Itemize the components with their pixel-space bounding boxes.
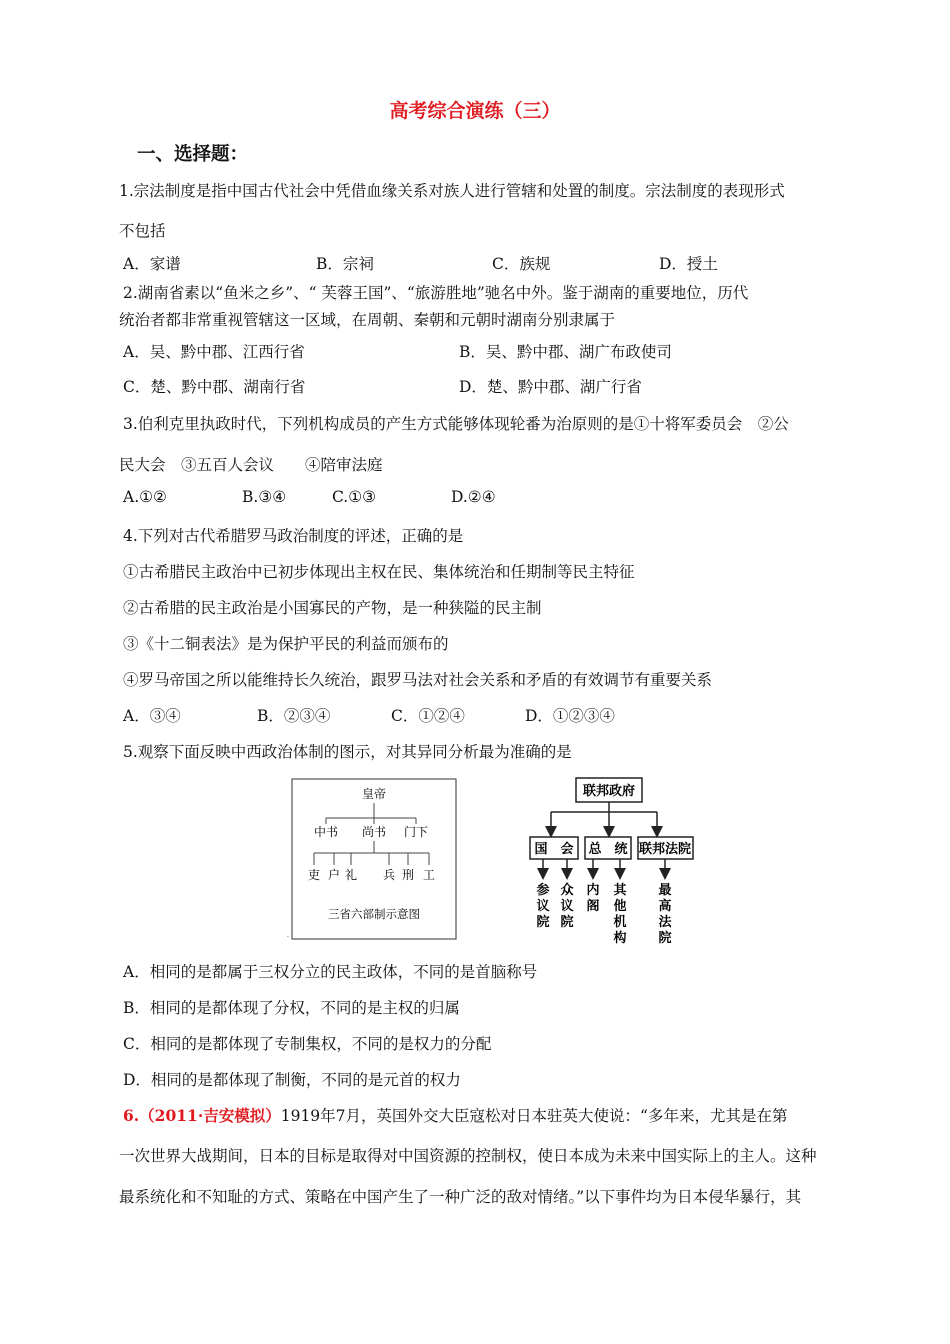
q1-option-d: D．授土 — [659, 255, 718, 273]
q2-stem-line2: 统治者都非常重视管辖这一区域，在周朝、秦朝和元朝时湖南分别隶属于 — [119, 311, 616, 329]
q4-option-c: C．①②④ — [391, 707, 465, 725]
page-title: 高考综合演练（三） — [389, 100, 561, 122]
diagram-li-ministry: 吏 — [307, 868, 321, 882]
diagram-bing-ministry: 兵 — [382, 868, 396, 882]
q2-option-d: D．楚、黔中郡、湖广行省 — [459, 378, 642, 396]
q5-option-d: D．相同的是都体现了制衡，不同的是元首的权力 — [123, 1071, 461, 1089]
stray-dot: · — [287, 934, 289, 941]
q2-option-c: C．楚、黔中郡、湖南行省 — [123, 378, 306, 396]
diagram-hu-ministry: 户 — [327, 868, 341, 882]
diagram-xing-ministry: 刑 — [401, 868, 415, 882]
q4-option-b: B．②③④ — [257, 707, 331, 725]
q3-option-c: C.①③ — [332, 488, 377, 506]
diagram-emperor-label: 皇帝 — [361, 787, 387, 801]
diagram-menxia-label: 门下 — [403, 825, 429, 839]
diagram-house-label: 众议院 — [560, 883, 574, 930]
diagram-gong-ministry: 工 — [422, 868, 436, 882]
three-departments-diagram — [291, 778, 457, 940]
q6-line1-text: 1919年7月，英国外交大臣寇松对日本驻英大使说：“多年来，尤其是在第 — [280, 1107, 788, 1125]
q4-item-4: ④罗马帝国之所以能维持长久统治，跟罗马法对社会关系和矛盾的有效调节有重要关系 — [123, 671, 713, 689]
q5-option-b: B．相同的是都体现了分权，不同的是主权的归属 — [123, 999, 460, 1017]
q5-option-a: A．相同的是都属于三权分立的民主政体，不同的是首脑称号 — [123, 963, 538, 981]
q1-option-a: A．家谱 — [123, 255, 181, 273]
diagram-zhongshu-label: 中书 — [313, 825, 339, 839]
diagram-federal-court-label: 联邦法院 — [638, 842, 692, 857]
diagram-cabinet-label: 内阁 — [586, 883, 600, 914]
q3-option-b: B.③④ — [242, 488, 287, 506]
q3-stem-line2: 民大会 ③五百人会议 ④陪审法庭 — [119, 456, 383, 474]
q3-stem-line1: 3.伯利克里执政时代，下列机构成员的产生方式能够体现轮番为治原则的是①十将军委员会 ②公 — [123, 415, 789, 433]
q4-option-a: A．③④ — [123, 707, 181, 725]
q4-stem: 4.下列对古代希腊罗马政治制度的评述，正确的是 — [123, 527, 464, 545]
diagram-shangshu-label: 尚书 — [361, 825, 387, 839]
q1-stem-line2: 不包括 — [119, 222, 166, 240]
q5-option-c: C．相同的是都体现了专制集权，不同的是权力的分配 — [123, 1035, 492, 1053]
q2-stem-line1: 2.湖南省素以“鱼米之乡”、“ 芙蓉王国”、“旅游胜地”驰名中外。鉴于湖南的重要地位，历代 — [123, 284, 749, 302]
diagram-other-agencies-label: 其他机构 — [613, 883, 627, 946]
q4-option-d: D．①②③④ — [525, 707, 615, 725]
section-heading: 一、选择题： — [137, 144, 249, 165]
q6-stem-line1 — [123, 1104, 787, 1126]
diagram-supreme-court-label: 最高法院 — [658, 883, 672, 946]
diagram-federal-govt-label: 联邦政府 — [582, 784, 636, 799]
diagram-president-label: 总 统 — [588, 842, 628, 857]
diagram-rites-ministry: 礼 — [344, 868, 358, 882]
q6-source-tag: 6.（2011·吉安模拟） — [123, 1106, 281, 1125]
q3-option-a: A.①② — [123, 488, 167, 506]
q1-option-c: C．族规 — [492, 255, 551, 273]
q4-item-2: ②古希腊的民主政治是小国寡民的产物，是一种狭隘的民主制 — [123, 599, 542, 617]
q6-stem-line3: 最系统化和不知耻的方式、策略在中国产生了一种广泛的敌对情绪。”以下事件均为日本侵华暴行，其 — [119, 1188, 802, 1206]
q1-option-b: B．宗祠 — [316, 255, 374, 273]
q3-option-d: D.②④ — [451, 488, 496, 506]
q1-stem-line1: 1.宗法制度是指中国古代社会中凭借血缘关系对族人进行管辖和处置的制度。宗法制度的表现形式 — [119, 182, 785, 200]
q2-option-b: B．吴、黔中郡、湖广布政使司 — [459, 343, 672, 361]
federal-government-diagram — [527, 774, 697, 948]
q4-item-3: ③《十二铜表法》是为保护平民的利益而颁布的 — [123, 635, 449, 653]
diagram-caption: 三省六部制示意图 — [328, 907, 420, 921]
diagram-senate-label: 参议院 — [536, 883, 550, 930]
q5-stem: 5.观察下面反映中西政治体制的图示，对其异同分析最为准确的是 — [123, 743, 572, 761]
q4-item-1: ①古希腊民主政治中已初步体现出主权在民、集体统治和任期制等民主特征 — [123, 563, 635, 581]
diagram-congress-label: 国 会 — [534, 842, 574, 857]
q6-stem-line2: 一次世界大战期间，日本的目标是取得对中国资源的控制权，使日本成为未来中国实际上的主人。这种 — [119, 1147, 817, 1165]
q2-option-a: A．吴、黔中郡、江西行省 — [123, 343, 305, 361]
